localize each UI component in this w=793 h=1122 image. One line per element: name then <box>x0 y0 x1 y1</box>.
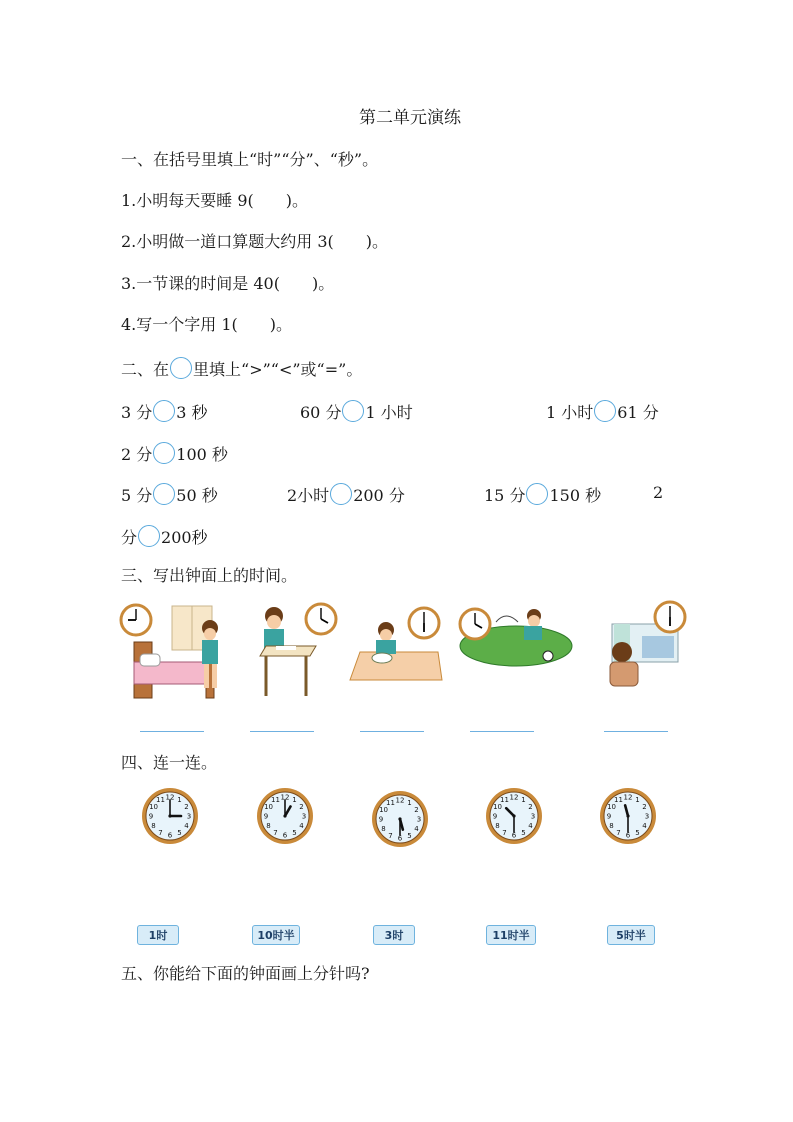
compare-item <box>121 400 208 423</box>
question-3: 3.一节课的时间是 40( )。 <box>121 274 335 293</box>
clock-number: 7 <box>502 829 507 838</box>
clock-number: 10 <box>149 803 159 812</box>
clock-number: 2 <box>528 803 533 812</box>
clock-number: 11 <box>156 796 165 805</box>
answer-circle[interactable] <box>330 483 352 505</box>
compare-right: 200 分 <box>353 486 405 505</box>
clock-number: 10 <box>607 803 617 812</box>
clock-number: 9 <box>492 812 498 821</box>
compare-left: 2小时 <box>287 486 330 505</box>
compare-right: 150 秒 <box>549 486 602 505</box>
clock-number: 10 <box>493 803 503 812</box>
clock-number: 4 <box>184 822 189 831</box>
answer-line[interactable] <box>470 731 534 732</box>
clock-number: 9 <box>606 812 612 821</box>
compare-left: 2 分 <box>121 445 153 464</box>
clock-number: 4 <box>414 825 419 834</box>
clock-number: 8 <box>266 822 271 831</box>
clock-number: 7 <box>388 832 393 841</box>
answer-circle[interactable] <box>153 442 175 464</box>
clock-icon <box>598 786 658 846</box>
clock-number: 6 <box>625 831 631 840</box>
compare-right: 100 秒 <box>176 445 228 464</box>
compare-circle-icon <box>170 357 192 379</box>
compare-right: 3 秒 <box>176 403 208 422</box>
clock-number: 5 <box>177 829 182 838</box>
clock-number: 8 <box>151 822 156 831</box>
compare-right: 61 分 <box>617 403 659 422</box>
football-scene-illustration <box>458 604 580 668</box>
clock-number: 7 <box>273 829 278 838</box>
compare-item <box>121 483 218 506</box>
answer-line[interactable] <box>250 731 314 732</box>
clock-icon <box>255 786 315 846</box>
compare-item <box>300 400 413 423</box>
compare-left: 5 分 <box>121 486 153 505</box>
answer-circle[interactable] <box>153 483 175 505</box>
answer-line[interactable] <box>140 731 204 732</box>
clock-number: 12 <box>165 793 175 802</box>
clock-number: 9 <box>148 812 154 821</box>
section1-heading: 一、在括号里填上“时”“分”、“秒”。 <box>121 150 379 169</box>
answer-circle[interactable] <box>153 400 175 422</box>
clock-number: 12 <box>280 793 290 802</box>
clock-number: 6 <box>167 831 173 840</box>
clock-icon <box>370 789 430 849</box>
clock-number: 7 <box>616 829 621 838</box>
clock-number: 3 <box>644 812 650 821</box>
clock-number: 10 <box>264 803 274 812</box>
window-scene-illustration <box>604 600 694 692</box>
clock-number: 3 <box>186 812 192 821</box>
compare-right: 1 小时 <box>365 403 413 422</box>
clock-number: 1 <box>407 799 412 808</box>
clock-number: 2 <box>414 806 419 815</box>
compare-right: 200秒 <box>161 528 208 547</box>
clock-number: 7 <box>158 829 163 838</box>
clock-number: 2 <box>642 803 647 812</box>
time-label[interactable]: 10时半 <box>252 925 300 945</box>
section4-heading: 四、连一连。 <box>121 753 218 772</box>
compare-item <box>121 525 208 548</box>
clock-center <box>626 814 629 817</box>
clock-number: 4 <box>642 822 647 831</box>
clock-number: 9 <box>378 815 384 824</box>
clock-number: 11 <box>386 799 395 808</box>
clock-number: 6 <box>511 831 517 840</box>
clock-center <box>283 814 286 817</box>
clock-icon <box>484 786 544 846</box>
clock-number: 11 <box>614 796 623 805</box>
clock-number: 5 <box>292 829 297 838</box>
bedroom-scene-illustration <box>120 600 232 700</box>
compare-left: 1 小时 <box>546 403 594 422</box>
page-title: 第二单元演练 <box>359 108 461 128</box>
question-1: 1.小明每天要睡 9( )。 <box>121 191 309 210</box>
clock-number: 12 <box>623 793 633 802</box>
compare-left: 分 <box>121 528 138 547</box>
heading-post: 里填上“>”“<”或“=”。 <box>193 360 363 379</box>
clock-number: 8 <box>381 825 386 834</box>
compare-left: 3 分 <box>121 403 153 422</box>
compare-item-wrap: 2 <box>653 483 664 502</box>
time-label[interactable]: 1时 <box>137 925 179 945</box>
clock-number: 1 <box>521 796 526 805</box>
clock-icon <box>140 786 200 846</box>
clock-number: 3 <box>416 815 422 824</box>
clock-number: 6 <box>282 831 288 840</box>
clock-number: 9 <box>263 812 269 821</box>
clock-number: 8 <box>609 822 614 831</box>
clock-center <box>168 814 171 817</box>
section3-heading: 三、写出钟面上的时间。 <box>121 566 298 585</box>
clock-number: 3 <box>530 812 536 821</box>
clock-number: 1 <box>177 796 182 805</box>
section5-heading: 五、你能给下面的钟面画上分针吗? <box>121 964 370 983</box>
answer-circle[interactable] <box>526 483 548 505</box>
answer-circle[interactable] <box>342 400 364 422</box>
time-label[interactable]: 3时 <box>373 925 415 945</box>
clock-number: 1 <box>635 796 640 805</box>
clock-number: 8 <box>495 822 500 831</box>
question-2: 2.小明做一道口算题大约用 3( )。 <box>121 232 389 251</box>
clock-number: 11 <box>500 796 509 805</box>
compare-item <box>484 483 601 506</box>
clock-number: 4 <box>299 822 304 831</box>
compare-item <box>121 442 228 465</box>
answer-line[interactable] <box>604 731 668 732</box>
compare-item <box>546 400 659 423</box>
compare-right: 50 秒 <box>176 486 218 505</box>
clock-number: 11 <box>271 796 280 805</box>
answer-line[interactable] <box>360 731 424 732</box>
clock-number: 5 <box>521 829 526 838</box>
clock-number: 5 <box>407 832 412 841</box>
time-label[interactable]: 11时半 <box>486 925 536 945</box>
eating-scene-illustration <box>348 606 444 684</box>
section2-heading <box>121 357 362 380</box>
clock-number: 2 <box>184 803 189 812</box>
clock-number: 10 <box>379 806 389 815</box>
clock-number: 5 <box>635 829 640 838</box>
clock-number: 3 <box>301 812 307 821</box>
clock-number: 12 <box>395 796 405 805</box>
compare-left: 60 分 <box>300 403 342 422</box>
clock-number: 6 <box>397 834 403 843</box>
heading-pre: 二、在 <box>121 360 170 379</box>
desk-scene-illustration <box>246 602 341 700</box>
clock-number: 1 <box>292 796 297 805</box>
answer-circle[interactable] <box>138 525 160 547</box>
compare-left: 15 分 <box>484 486 526 505</box>
clock-center <box>398 817 401 820</box>
compare-item <box>287 483 405 506</box>
clock-number: 4 <box>528 822 533 831</box>
clock-number: 12 <box>509 793 519 802</box>
clock-center <box>512 814 515 817</box>
time-label[interactable]: 5时半 <box>607 925 655 945</box>
answer-circle[interactable] <box>594 400 616 422</box>
question-4: 4.写一个字用 1( )。 <box>121 315 293 334</box>
clock-number: 2 <box>299 803 304 812</box>
